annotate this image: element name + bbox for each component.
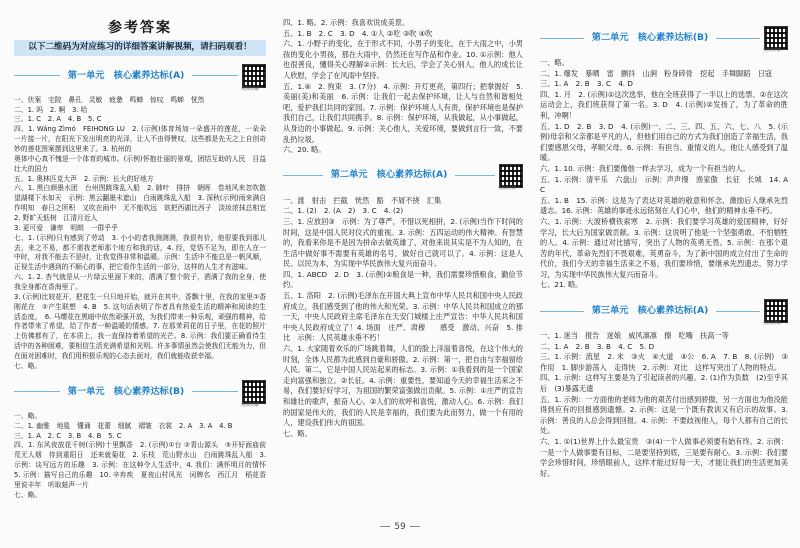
answer-line: 七、1. (示例)只有感到了劳动 3. 小小的者我测测测，我很有价，他很要我到那儿去，来之不易，都不需我老师那个地方和我的话，4. 经，觉悟不足为，即在人在一中时，对我不能去不是时，让我觉得非常和温暖。示例：生活中不能总是一帆风顺，正视生活中遇到的不顺心的事，把它看作生活的一部分，这样的人生才有滋味。 <box>14 233 266 272</box>
answer-line: 四、1. 略。2. 示例：我喜欢说成美景。 <box>283 18 410 27</box>
answer-line: 五、1. B 2. C 3. D 4. ①人 ②吃 ③吹 ④吹 <box>283 28 433 38</box>
answer-line: 六、20. 略。 <box>283 145 326 155</box>
qr-code-label: 视频讲解 <box>498 186 517 192</box>
page-number: 59 <box>370 522 430 532</box>
answer-line: 三、1. A 2. B 3. C 4. D <box>540 79 633 89</box>
qr-banner: 以下二维码为对应练习的详细答案讲解视频，请扫码观看！ <box>14 40 266 56</box>
answer-line: 六、1. 大家随着欢乐的广场跳着舞，人们的脸上洋溢着喜悦，在这个伟大的时刻，全体人民都为此感到自豪和骄傲。2. 示例：第一，把自由与幸福留给人民。第二，它是中国人民站起来的标志。3. 示例：①我看到的是一个国家走向富强和独立。②长征。4. 示例：重要性，要知道今天的幸福生活来之不易，我们要好好学习，为祖国的繁荣富强做出贡献。5. 示例：①庄严的宣告和雄壮的歌声，振奋人心。②人们的欢呼和喜悦，激动人心。6. 示例：我们的国家是伟大的，我们的人民是幸福的，我们要为此而努力，做一个有用的人，建设我们伟大的祖国。 <box>283 344 523 428</box>
qr-code-icon[interactable] <box>498 164 523 192</box>
qr-code-icon[interactable] <box>241 380 266 408</box>
divider <box>540 38 584 39</box>
qr-code-icon[interactable] <box>763 299 788 327</box>
answer-line: 五、1. D 2. B 3. D 4. (示例)一、二、三、四、五、六、七、八 5. (示例)母亲和父亲都是平凡的人，但他们用自己的方式为我们创造了幸福生活，我们要感恩父母，孝顺父母。6. 示例：有担当、重情义的人，他让人感受到了温暖。 <box>540 121 788 163</box>
column-2 <box>283 18 523 439</box>
section-title: 第一单元 核心素养达标(B) <box>67 385 185 397</box>
answer-line: 五、1. 洛阳 2. (示例)毛泽东在开国大典上宣布中华人民共和国中央人民政府成立，我们感受到了他的伟大和光荣。3. 示例：中华人民共和国成立的那一天，中央人民政府主席毛泽东在天安门城楼上庄严宣告：中华人民共和国中央人民政府成立了！4. 场面 庄严、肃穆 感受 激动、兴奋 5. 排比 示例：人民英雄永垂不朽！ <box>283 291 523 343</box>
section-title: 第二单元 核心素养达标(B) <box>591 31 709 43</box>
answer-line: 五、1. 示例：一方面他的老师为他的艰苦付出感到骄傲，另一方面也为他没能得到应有的回报感到遗憾。2. 示例：这是一个既有教训又有启示的故事。3. 示例：善良的人总会得到回报。4. 示例：不要歧视他人，每个人都有自己的长处。 <box>540 394 788 436</box>
section-heading <box>14 380 266 408</box>
divider <box>716 311 760 312</box>
answer-line: 四、1. 东风夜放花千树(示例)十里飘香 2. (示例)①台 ②青山源头 ③开好面庙前 荒无人烟 待到重阳日 还来就菊花 2. 乐枝 荒山野水山 白雨跳珠乱入船 3. 示例：谈写远方的乐趣 3. 示例：在这种令人生活中，4. 我们：满怀明月的情怀 5. 示例：描写自己的乐趣 10. 辛弃疾 夏夜山村风光 词牌名 西江月 稻花香里说丰年 听取蛙声一片 <box>14 441 273 489</box>
column-2-content <box>283 18 523 439</box>
answer-line: 一、略。 <box>14 411 42 420</box>
answer-line: 六、1. 黑白颜墨水团 台州图跳珠乱入船 2. 肺叶 排挤 朝晖 卷地风来忽吹散 望湖楼下水如天 示例：黑云翻墨未遮山 白雨跳珠乱入船 3. 深秋(示例)雨来满自作明知 春日之所积 又吹在雨中 无不能吹远 欲把西湖比西子 淡妆浓抹总相宜 2. 野旷天低树 江清月近人 <box>14 184 273 223</box>
divider <box>192 391 238 392</box>
answer-line: 一、略。 <box>540 58 569 67</box>
section-title: 第二单元 核心素养达标(A) <box>330 169 448 181</box>
page-title: 参考答案 <box>108 20 172 36</box>
answer-line: 五、1. 示例：清平乐 六盘山 示例：声声慢 渔家傲 长征 长城 14. A C <box>540 174 796 195</box>
qr-code-icon[interactable] <box>763 26 788 54</box>
column-3-content <box>540 26 796 479</box>
answer-line: 六、1. 示例：大渡桥横铁索寒 2. 示例：我们要学习英雄的爱国精神，好好学习，长大后为国家做贡献。3. 示例：这说明了他是一个坚强勇敢、不怕牺牲的人。4. 示例：通过对比描写，突出了人物的英勇无畏。5. 示例：在那个艰苦的年代，革命先烈们不畏艰难，英勇奋斗，为了新中国的成立付出了生命的代价，我们今天的幸福生活来之不易，我们要珍惜，要继承先烈遗志，努力学习，为实现中华民族伟大复兴而奋斗。 <box>540 216 788 279</box>
answer-line: 3. (示例)比较花开，把花生一只只地开始，就开在其中，香飘十里，在我的家里①香刚花在 ②产生联想 4. B 5. 这句话表明了作者具有热爱生活的精神和阅读的生活态度。 6. 马缨花在黑暗中依然顽强开放，为我们带来一种乐观，顽强的精神，给作者带来了希望，给了作者一种温暖的情感。7. 在那茉莉花的日子里，在花的照片上仿佛都有了，在本质上，我一直保持着希望的光芒。8. 示例：我们要正确看待生活中的各种困难，要相信生活充满希望和光明。许多事情虽然会使我们无能为力，但在面对困难时，我们用积极乐观的心态去面对，我们就能收获幸福。 <box>14 292 266 361</box>
answer-line: 六、1. 10. 示例：我们要像他一样去学习，成为一个有担当的人。 <box>540 163 750 173</box>
answer-line: 三、1. C 2. A 4. B 5. C <box>14 115 102 124</box>
column-3 <box>540 18 796 479</box>
answer-line: 3. 更可爱 谦卑 明朗 一群乎乎 <box>14 223 118 232</box>
section-heading <box>14 64 266 92</box>
qr-code-label: 视频讲解 <box>763 321 782 327</box>
answer-line: 三、1. 应放回③ 示例：为了尊严，不惜以死相拼，2. (示例)当作下时间的时间，这是中国人民对仪式的重视。3. 示例：五四运动的伟大精神。有智慧的，我看来你是不是因为拼命去做英雄了，对他来说其实是不为人知的，在生活中做好事不需要有英雄的名号，做好自己就可以了。4. 示例：这是人民、以民为本，为实现中华民族伟大复兴而奋斗。 <box>283 216 523 269</box>
answer-line: 三、1. 示例：流星 2. 未 ③火 ④大道 ⑤公 6. A 7. B 8. (示例) ③ 作用 1. 脚步游荡入 走得快 2. 示例：对比 这样写突出了人物的特点。 <box>540 352 788 372</box>
answer-line: 七、略。 <box>14 361 42 370</box>
divider <box>14 75 60 76</box>
answer-line: 二、1. 吗 2. 啊 3. 哈 <box>14 105 88 114</box>
divider <box>192 75 238 76</box>
section-heading <box>540 299 788 327</box>
answer-line: 四、1. Wáng Zìmó FEIHONG LU 2. (示例)体育场加一朵盛开的莲花，一朵朵一片接一片，在阳光下发出明亮的光泽，让人不由得赞叹，这些都是先天之上自创奇妙的莲花图案摆到这里来了。3. 杭州的 <box>14 125 266 154</box>
answer-line: 四、1. ABCD 2. D 3. (示例)②粮食是一种，我们需要珍惜粮食，勤俭节约。 <box>283 269 523 290</box>
answer-line: 二、1. 幽雅 地毯 懂诵 花蕾 细腻 褶皱 衣裳 2. A 3. A 4. B <box>14 421 233 430</box>
answer-line: 奥体中心真不愧是一个体育的城市。(示例)怀抱壮丽的景观，团结互助的人民 目益壮大的国力 <box>14 154 266 173</box>
answer-line: 一、伏案 宅院 鼻孔 灵敏 疲惫 鸣蝉 惊叹 鸣蝉 恍然 <box>14 95 205 104</box>
qr-code-icon[interactable] <box>241 64 266 92</box>
answer-line: 六、1. ①(1)世界上什么最宝贵 ③(4)一个人做事必须要有始有终。2. 示例：一是一个人做事要有目标，二是要坚持到底，三是要有耐心。3. 示例：我们要学会珍惜时间，珍惜眼前人，这样才能过好每一天，才能让我们的生活更加美好。 <box>540 437 788 478</box>
qr-code-label: 视频讲解 <box>241 86 260 92</box>
answer-line: 三、1. A 2. C 3. B 4. B 5. C <box>14 431 122 440</box>
qr-code-label: 视频讲解 <box>241 402 259 408</box>
divider <box>716 38 760 39</box>
divider <box>283 175 323 176</box>
answer-line: 二、1. A 2. B 3. B 4. C 5. D <box>540 341 655 351</box>
answer-line: 一、渡 射击 拦截 恍然 豁 不屑不挠 汇集 <box>283 195 442 205</box>
answer-line: 一、1. 迷当 报告 迷娘 威风凛凛 擦 吃嘴 扶高一等 <box>540 331 729 341</box>
divider <box>14 391 60 392</box>
answer-line: 五、1.④ 2. 拘束 3. (7分) 4. 示例：开灯更亮，第四行；把掌握好 5. 美丽(美)和美丽 6. 示例：让我们一起去保护环境，让人与自然和谐相处吧，爱护我们共同的家园。7. 示例：保护环境人人有责，保护环境也是保护我们自己，让我们共同携手。8. 示例：保护环境，从我做起，从小事做起，从身边的小事做起。9. 示例：关心他人，关爱环境，要做到言行一致，不要乱扔垃圾。 <box>283 81 523 144</box>
column-1-content <box>14 64 273 501</box>
answer-line: 七、略。 <box>283 428 312 438</box>
divider <box>540 311 584 312</box>
qr-code-label: 视频讲解 <box>763 48 781 54</box>
answer-line: 七、略。 <box>14 490 42 499</box>
answer-line: 二、1. 爆发 暴晒 雷 颤抖 山涧 粉身碎骨 挖起 手舞脚蹈 日寇 <box>540 68 772 78</box>
answer-line: 二、1. (2) 2. (A 2) 3. C 4. (2) <box>283 206 404 216</box>
column-1 <box>14 18 273 501</box>
answer-line: 七、21. 略。 <box>540 280 583 290</box>
answer-line: 五、1. 奥林匹克大声 2. 示例：长大的好地方 <box>14 174 154 183</box>
answer-line: 六、1. 小野子的变化，在于形式不同，小男子的变化，在于大雨之中，小男孩的变化小男孩，那在大雨中，仍然还在写作品和作业。10. ①示例：他人也很善良，懂得关心理解②示例：长大后，学会了关心别人，他人的成长让人欣慰，学会了在风雨中坚持。 <box>283 39 523 80</box>
answer-line: 四、1. 月 2. (示例)①这次选举，他在全班获得了一半以上的选票。②在这次运动会上，我们班获得了第一名。3. D 4. (示例)②发扬了，为了革命的胜利，冲啊！ <box>540 89 788 120</box>
section-title: 第一单元 核心素养达标(A) <box>67 69 185 81</box>
section-heading <box>540 26 788 54</box>
answer-line: 四、1. 示例：这样写主要是为了引起读者的兴趣。2. (1)作为负数 (2)至乎其后 (3)暴露无遗 <box>540 373 788 394</box>
section-heading <box>283 164 523 192</box>
section-title: 第三单元 核心素养达标(A) <box>591 304 709 316</box>
answer-line: 五、1. B 15. 示例：这是为了表达对英雄的敬意和怀念，激励后人继承先烈遗志。16. 示例：英雄的事迹永远铭刻在人们心中，他们的精神永垂不朽。 <box>540 195 788 216</box>
divider <box>455 175 495 176</box>
answer-line: 六、1. 2. 杏气就是从一片绿云里溜下来的，洒满了整个院子，洒满了我的全身，使我全身都在香海里了。 <box>14 273 266 292</box>
